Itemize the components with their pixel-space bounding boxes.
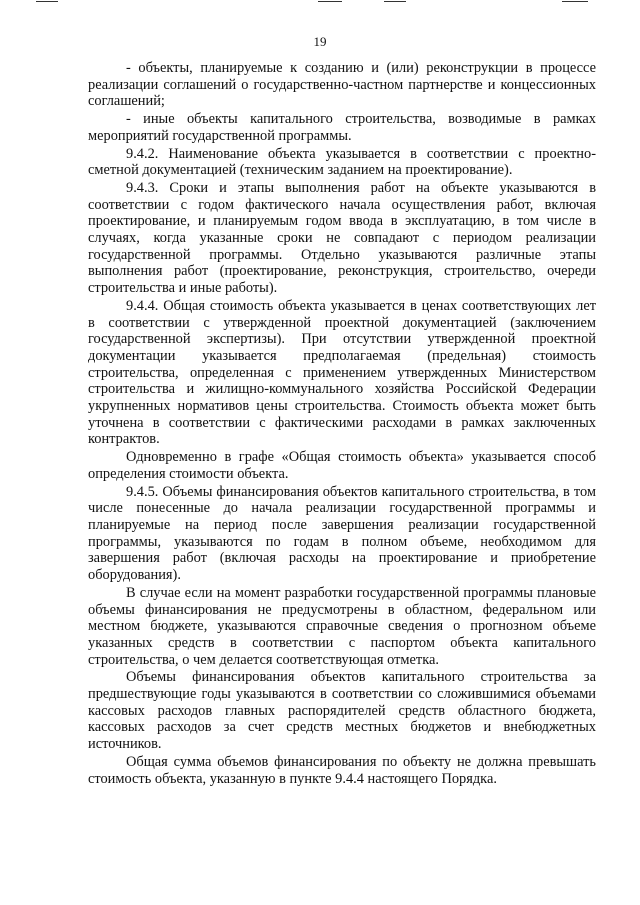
paragraph-9-4-4: 9.4.4. Общая стоимость объекта указывается в ценах соответствующих лет в соответствии с утвержденной проектной документацией (заключением государственной экспертизы). При отсутствии утвержденной проектной документации указывается предполагаемая (предельная) стоимость строительства, определенная с применением утвержденных Министерством строительства и жилищно-коммунального хозяйства Российской Федерации укрупненных нормативов цены строительства. Стоимость объекта может быть уточнена в соответствии с фактическими расходами в рамках заключенных контрактов. (88, 297, 596, 448)
scan-mark (384, 1, 406, 2)
paragraph-other-objects: - иные объекты капитального строительства, возводимые в рамках мероприятий государственной программы. (88, 111, 596, 144)
paragraph-9-4-2: 9.4.2. Наименование объекта указывается в соответствии с проектно-сметной документацией (техническим заданием на проектирование). (88, 145, 596, 179)
paragraph-reference-info: В случае если на момент разработки государственной программы плановые объемы финансирования не предусмотрены в областном, федеральном или местном бюджете, указываются справочные сведения о прогнозном объеме указанных средств в соответствии с паспортом объекта капитального строительства, о чем делается соответствующая отметка. (88, 584, 596, 668)
paragraph-9-4-3: 9.4.3. Сроки и этапы выполнения работ на объекте указываются в соответствии с годом фактического начала осуществления работ, включая проектирование, и планируемым годом ввода в эксплуатацию, в том числе в случаях, когда указанные сроки не совпадают с периодом реализации государственной программы. Отдельно указываются различные этапы выполнения работ (проектирование, реконструкция, строительство, очереди строительства и иные работы). (88, 179, 596, 297)
page-number: 19 (313, 34, 327, 49)
paragraph-9-4-5: 9.4.5. Объемы финансирования объектов капитального строительства, в том числе понесенные до начала реализации государственной программы и планируемые на период после завершения реализации государственной программы, указываются по годам в полном объеме, необходимом для завершения работ (включая расходы на проектирование и приобретение оборудования). (88, 483, 596, 584)
paragraph-previous-years: Объемы финансирования объектов капитального строительства за предшествующие годы указываются в соответствии со сложившимися объемами кассовых расходов главных распорядителей средств областного бюджета, кассовых расходов за счет средств местных бюджетов и внебюджетных источников. (88, 669, 596, 753)
scan-mark (562, 1, 588, 2)
body-text (88, 60, 596, 788)
scan-mark (318, 1, 342, 2)
paragraph-cost-method: Одновременно в графе «Общая стоимость объекта» указывается способ определения стоимости объекта. (88, 449, 596, 482)
scan-edge-marks (0, 0, 640, 6)
paragraph-objects-ppp: - объекты, планируемые к созданию и (или) реконструкции в процессе реализации соглашений о государственно-частном партнерстве и концессионных соглашений; (88, 60, 596, 110)
scan-mark (36, 1, 58, 2)
paragraph-total-limit: Общая сумма объемов финансирования по объекту не должна превышать стоимость объекта, указанную в пункте 9.4.4 настоящего Порядка. (88, 753, 596, 787)
